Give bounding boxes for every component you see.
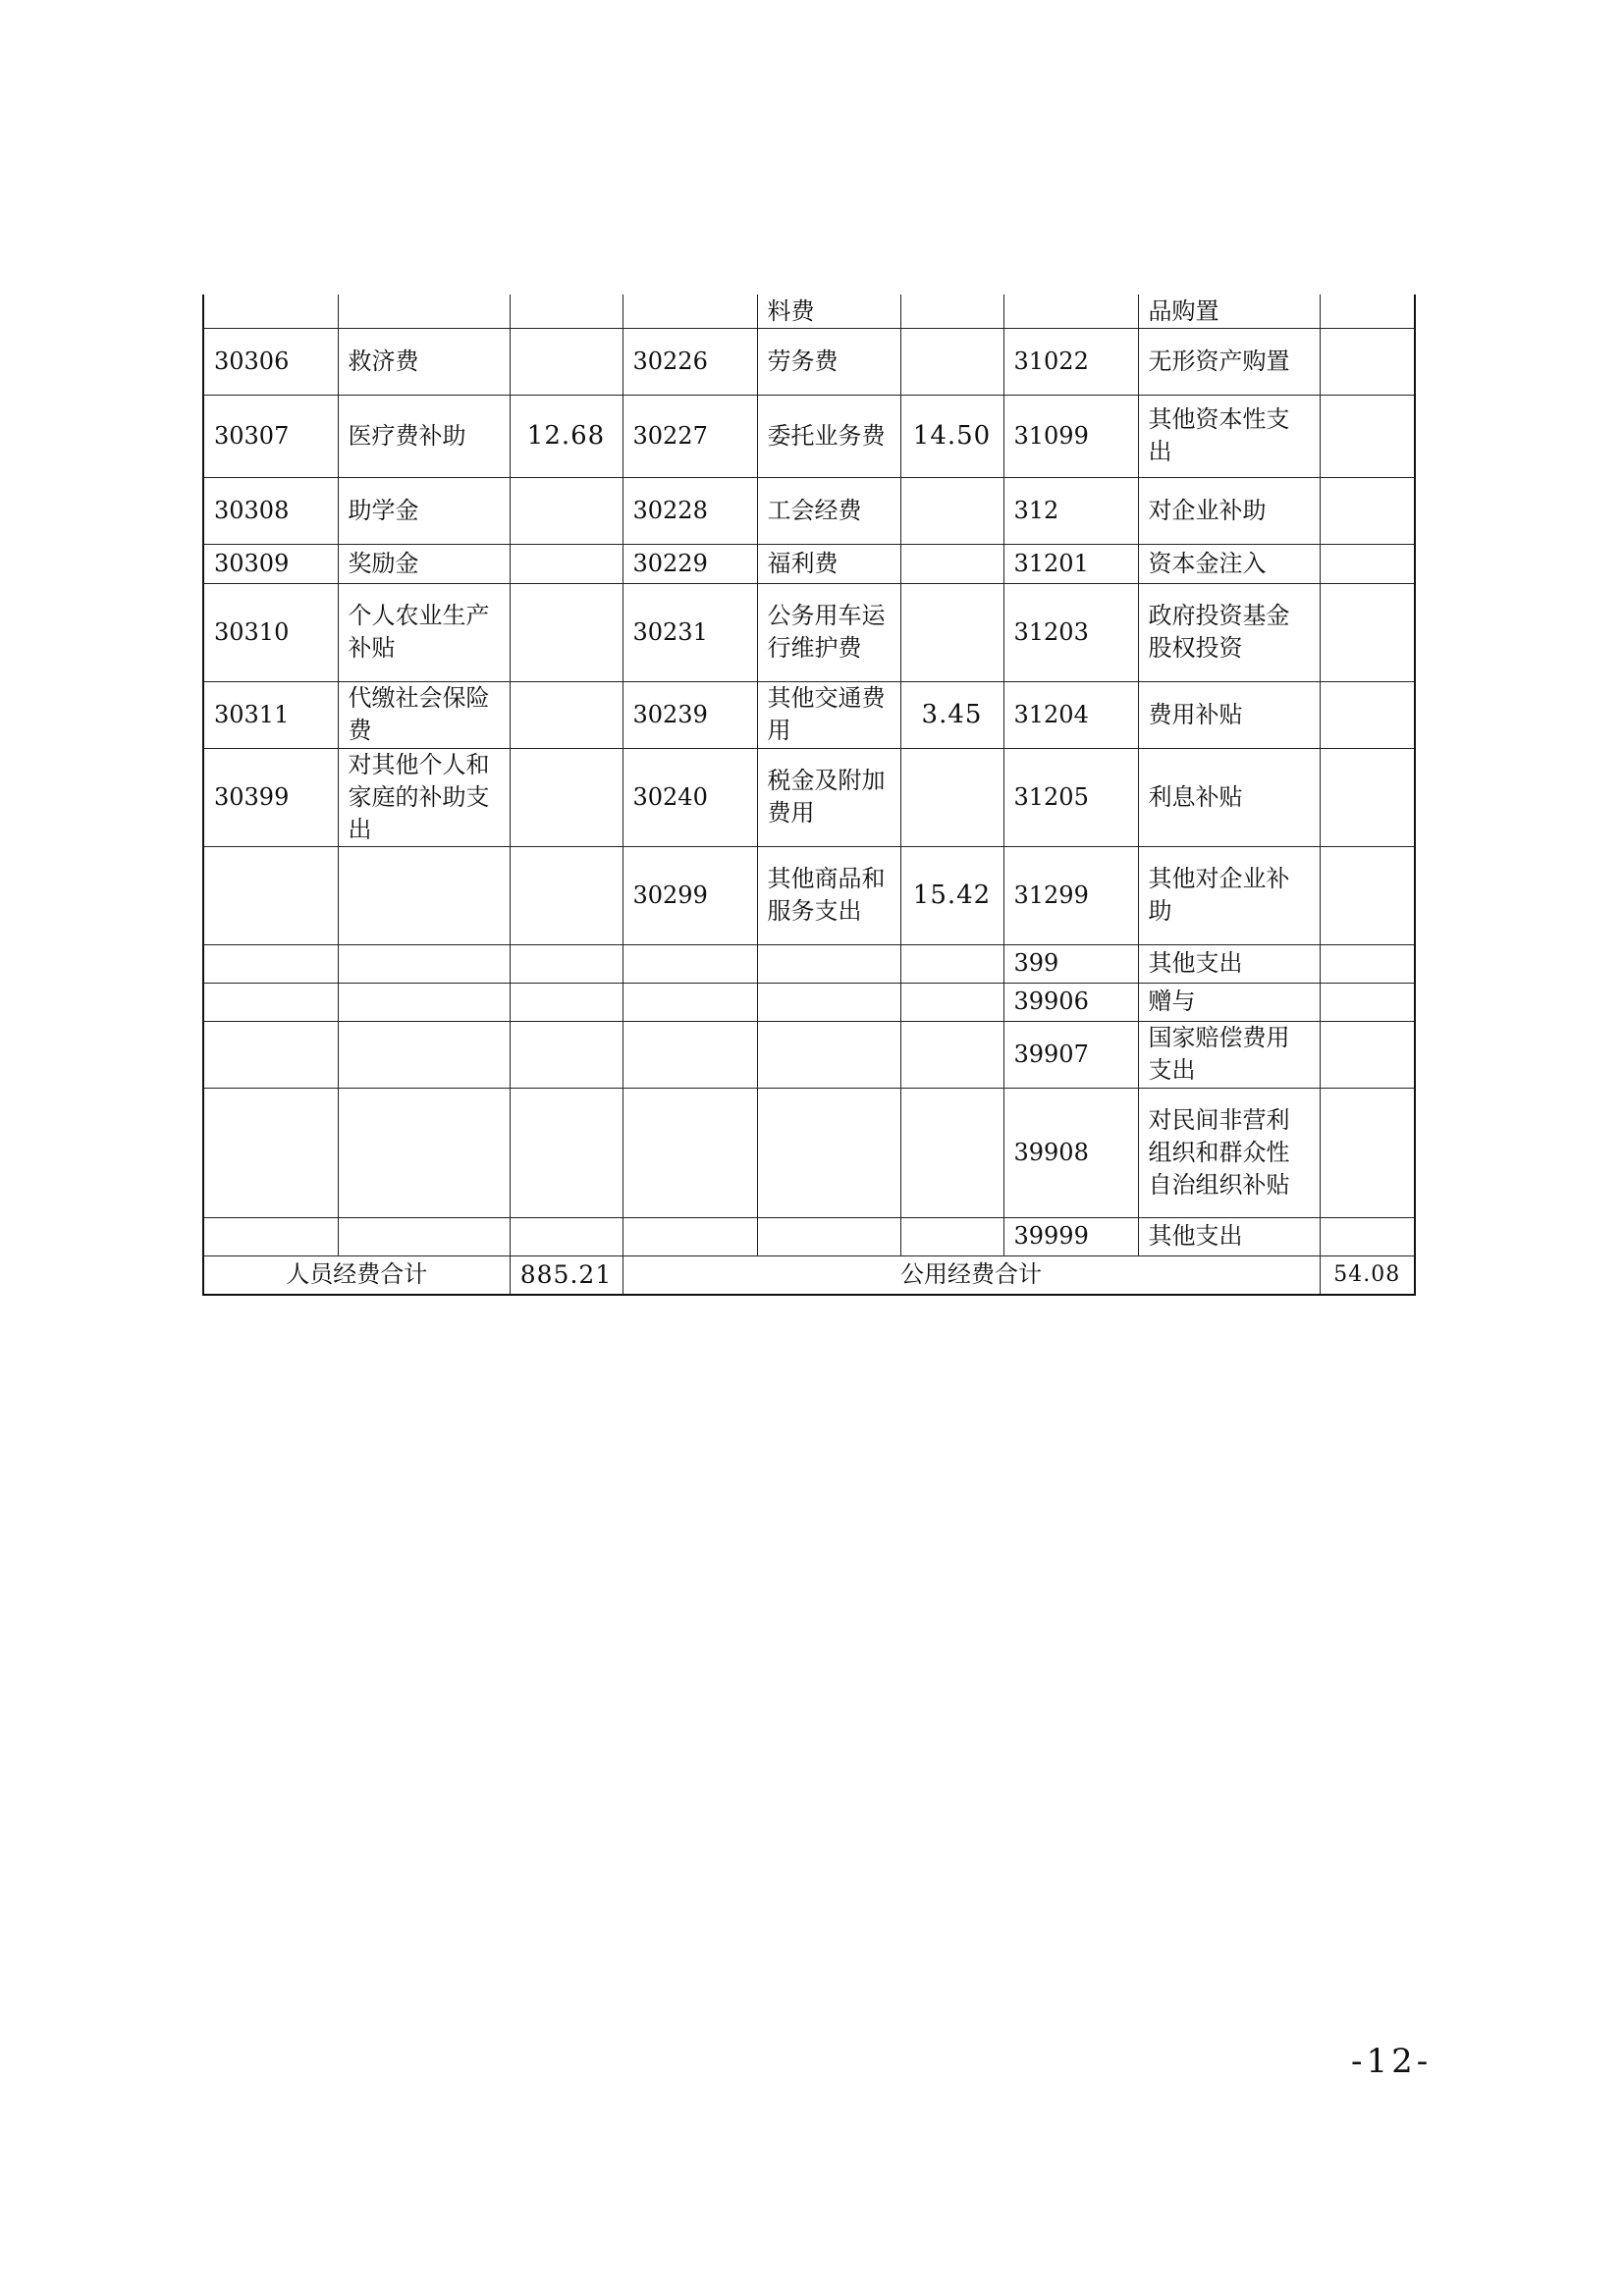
amount-cell: 12.68 (510, 395, 623, 477)
amount-cell (900, 477, 1003, 544)
item-name-cell (757, 1021, 900, 1088)
item-name-cell: 政府投资基金股权投资 (1138, 583, 1320, 681)
amount-cell (1320, 944, 1415, 983)
code-cell: 30240 (623, 748, 757, 846)
code-cell: 31299 (1003, 846, 1138, 944)
table-row (203, 544, 1415, 583)
amount-cell (900, 294, 1003, 328)
table-row (203, 328, 1415, 395)
code-cell: 30299 (623, 846, 757, 944)
code-cell: 30228 (623, 477, 757, 544)
code-cell: 30226 (623, 328, 757, 395)
amount-cell (510, 477, 623, 544)
item-name-cell: 其他交通费用 (757, 681, 900, 748)
code-cell (203, 294, 338, 328)
amount-cell (900, 1088, 1003, 1217)
amount-cell (1320, 395, 1415, 477)
item-name-cell (338, 944, 510, 983)
amount-cell (1320, 477, 1415, 544)
item-name-cell (338, 1021, 510, 1088)
item-name-cell: 料费 (757, 294, 900, 328)
item-name-cell: 品购置 (1138, 294, 1320, 328)
code-cell (623, 1021, 757, 1088)
amount-cell (1320, 681, 1415, 748)
table-row (203, 846, 1415, 944)
table-row (203, 583, 1415, 681)
code-cell: 30309 (203, 544, 338, 583)
totals-row (203, 1255, 1415, 1295)
code-cell: 30231 (623, 583, 757, 681)
code-cell (203, 944, 338, 983)
amount-cell (900, 748, 1003, 846)
table-row (203, 983, 1415, 1021)
item-name-cell: 医疗费补助 (338, 395, 510, 477)
amount-cell (510, 944, 623, 983)
code-cell: 30229 (623, 544, 757, 583)
table-row (203, 1217, 1415, 1255)
item-name-cell: 其他资本性支出 (1138, 395, 1320, 477)
item-name-cell: 助学金 (338, 477, 510, 544)
amount-cell: 15.42 (900, 846, 1003, 944)
code-cell (203, 983, 338, 1021)
code-cell (623, 294, 757, 328)
item-name-cell (338, 1217, 510, 1255)
code-cell: 31022 (1003, 328, 1138, 395)
amount-cell (1320, 983, 1415, 1021)
amount-cell (510, 983, 623, 1021)
code-cell (203, 1088, 338, 1217)
code-cell (623, 944, 757, 983)
item-name-cell: 其他支出 (1138, 1217, 1320, 1255)
item-name-cell (757, 1088, 900, 1217)
code-cell: 31205 (1003, 748, 1138, 846)
item-name-cell: 对其他个人和家庭的补助支出 (338, 748, 510, 846)
personnel-total-label: 人员经费合计 (203, 1255, 510, 1295)
amount-cell (1320, 1021, 1415, 1088)
code-cell: 31203 (1003, 583, 1138, 681)
item-name-cell: 对企业补助 (1138, 477, 1320, 544)
item-name-cell (757, 1217, 900, 1255)
code-cell: 31204 (1003, 681, 1138, 748)
table-row (203, 294, 1415, 328)
amount-cell (1320, 294, 1415, 328)
amount-cell (900, 1021, 1003, 1088)
item-name-cell (757, 983, 900, 1021)
code-cell: 399 (1003, 944, 1138, 983)
public-total-label: 公用经费合计 (623, 1255, 1320, 1295)
table-body (203, 294, 1415, 1295)
code-cell: 39999 (1003, 1217, 1138, 1255)
amount-cell: 14.50 (900, 395, 1003, 477)
item-name-cell: 其他商品和服务支出 (757, 846, 900, 944)
code-cell: 39907 (1003, 1021, 1138, 1088)
amount-cell (900, 583, 1003, 681)
table-row (203, 1088, 1415, 1217)
page-number: -12- (1351, 2042, 1433, 2081)
amount-cell: 3.45 (900, 681, 1003, 748)
amount-cell (510, 294, 623, 328)
code-cell: 31099 (1003, 395, 1138, 477)
amount-cell (900, 944, 1003, 983)
item-name-cell: 劳务费 (757, 328, 900, 395)
item-name-cell: 国家赔偿费用支出 (1138, 1021, 1320, 1088)
code-cell (203, 846, 338, 944)
amount-cell (1320, 748, 1415, 846)
amount-cell (1320, 544, 1415, 583)
amount-cell (1320, 1217, 1415, 1255)
item-name-cell: 资本金注入 (1138, 544, 1320, 583)
item-name-cell: 无形资产购置 (1138, 328, 1320, 395)
amount-cell (1320, 846, 1415, 944)
code-cell: 30310 (203, 583, 338, 681)
code-cell: 30307 (203, 395, 338, 477)
code-cell (203, 1217, 338, 1255)
code-cell: 30227 (623, 395, 757, 477)
item-name-cell: 利息补贴 (1138, 748, 1320, 846)
code-cell (623, 1217, 757, 1255)
amount-cell (510, 1217, 623, 1255)
table-row (203, 681, 1415, 748)
code-cell: 31201 (1003, 544, 1138, 583)
item-name-cell: 公务用车运行维护费 (757, 583, 900, 681)
code-cell: 39908 (1003, 1088, 1138, 1217)
item-name-cell: 对民间非营利组织和群众性自治组织补贴 (1138, 1088, 1320, 1217)
code-cell (623, 1088, 757, 1217)
code-cell (1003, 294, 1138, 328)
code-cell (623, 983, 757, 1021)
item-name-cell: 税金及附加费用 (757, 748, 900, 846)
item-name-cell: 救济费 (338, 328, 510, 395)
item-name-cell: 委托业务费 (757, 395, 900, 477)
item-name-cell: 其他支出 (1138, 944, 1320, 983)
amount-cell (510, 748, 623, 846)
item-name-cell (338, 983, 510, 1021)
amount-cell (510, 328, 623, 395)
code-cell: 30308 (203, 477, 338, 544)
code-cell: 30311 (203, 681, 338, 748)
table-row (203, 748, 1415, 846)
item-name-cell (757, 944, 900, 983)
item-name-cell: 赠与 (1138, 983, 1320, 1021)
amount-cell (510, 544, 623, 583)
amount-cell (510, 846, 623, 944)
amount-cell (900, 1217, 1003, 1255)
table-row (203, 395, 1415, 477)
public-total-value: 54.08 (1320, 1255, 1415, 1295)
code-cell (203, 1021, 338, 1088)
table-row (203, 477, 1415, 544)
amount-cell (900, 544, 1003, 583)
personnel-total-value: 885.21 (510, 1255, 623, 1295)
item-name-cell (338, 294, 510, 328)
item-name-cell: 工会经费 (757, 477, 900, 544)
code-cell: 39906 (1003, 983, 1138, 1021)
expenditure-table (202, 294, 1416, 1296)
amount-cell (510, 1021, 623, 1088)
item-name-cell: 个人农业生产补贴 (338, 583, 510, 681)
item-name-cell: 费用补贴 (1138, 681, 1320, 748)
amount-cell (510, 583, 623, 681)
amount-cell (1320, 328, 1415, 395)
code-cell: 30239 (623, 681, 757, 748)
item-name-cell: 代缴社会保险费 (338, 681, 510, 748)
item-name-cell: 福利费 (757, 544, 900, 583)
code-cell: 30306 (203, 328, 338, 395)
code-cell: 312 (1003, 477, 1138, 544)
amount-cell (510, 681, 623, 748)
table-row (203, 1021, 1415, 1088)
item-name-cell (338, 1088, 510, 1217)
amount-cell (1320, 1088, 1415, 1217)
amount-cell (900, 983, 1003, 1021)
amount-cell (1320, 583, 1415, 681)
item-name-cell: 奖励金 (338, 544, 510, 583)
code-cell: 30399 (203, 748, 338, 846)
item-name-cell: 其他对企业补助 (1138, 846, 1320, 944)
amount-cell (900, 328, 1003, 395)
amount-cell (510, 1088, 623, 1217)
item-name-cell (338, 846, 510, 944)
table-row (203, 944, 1415, 983)
